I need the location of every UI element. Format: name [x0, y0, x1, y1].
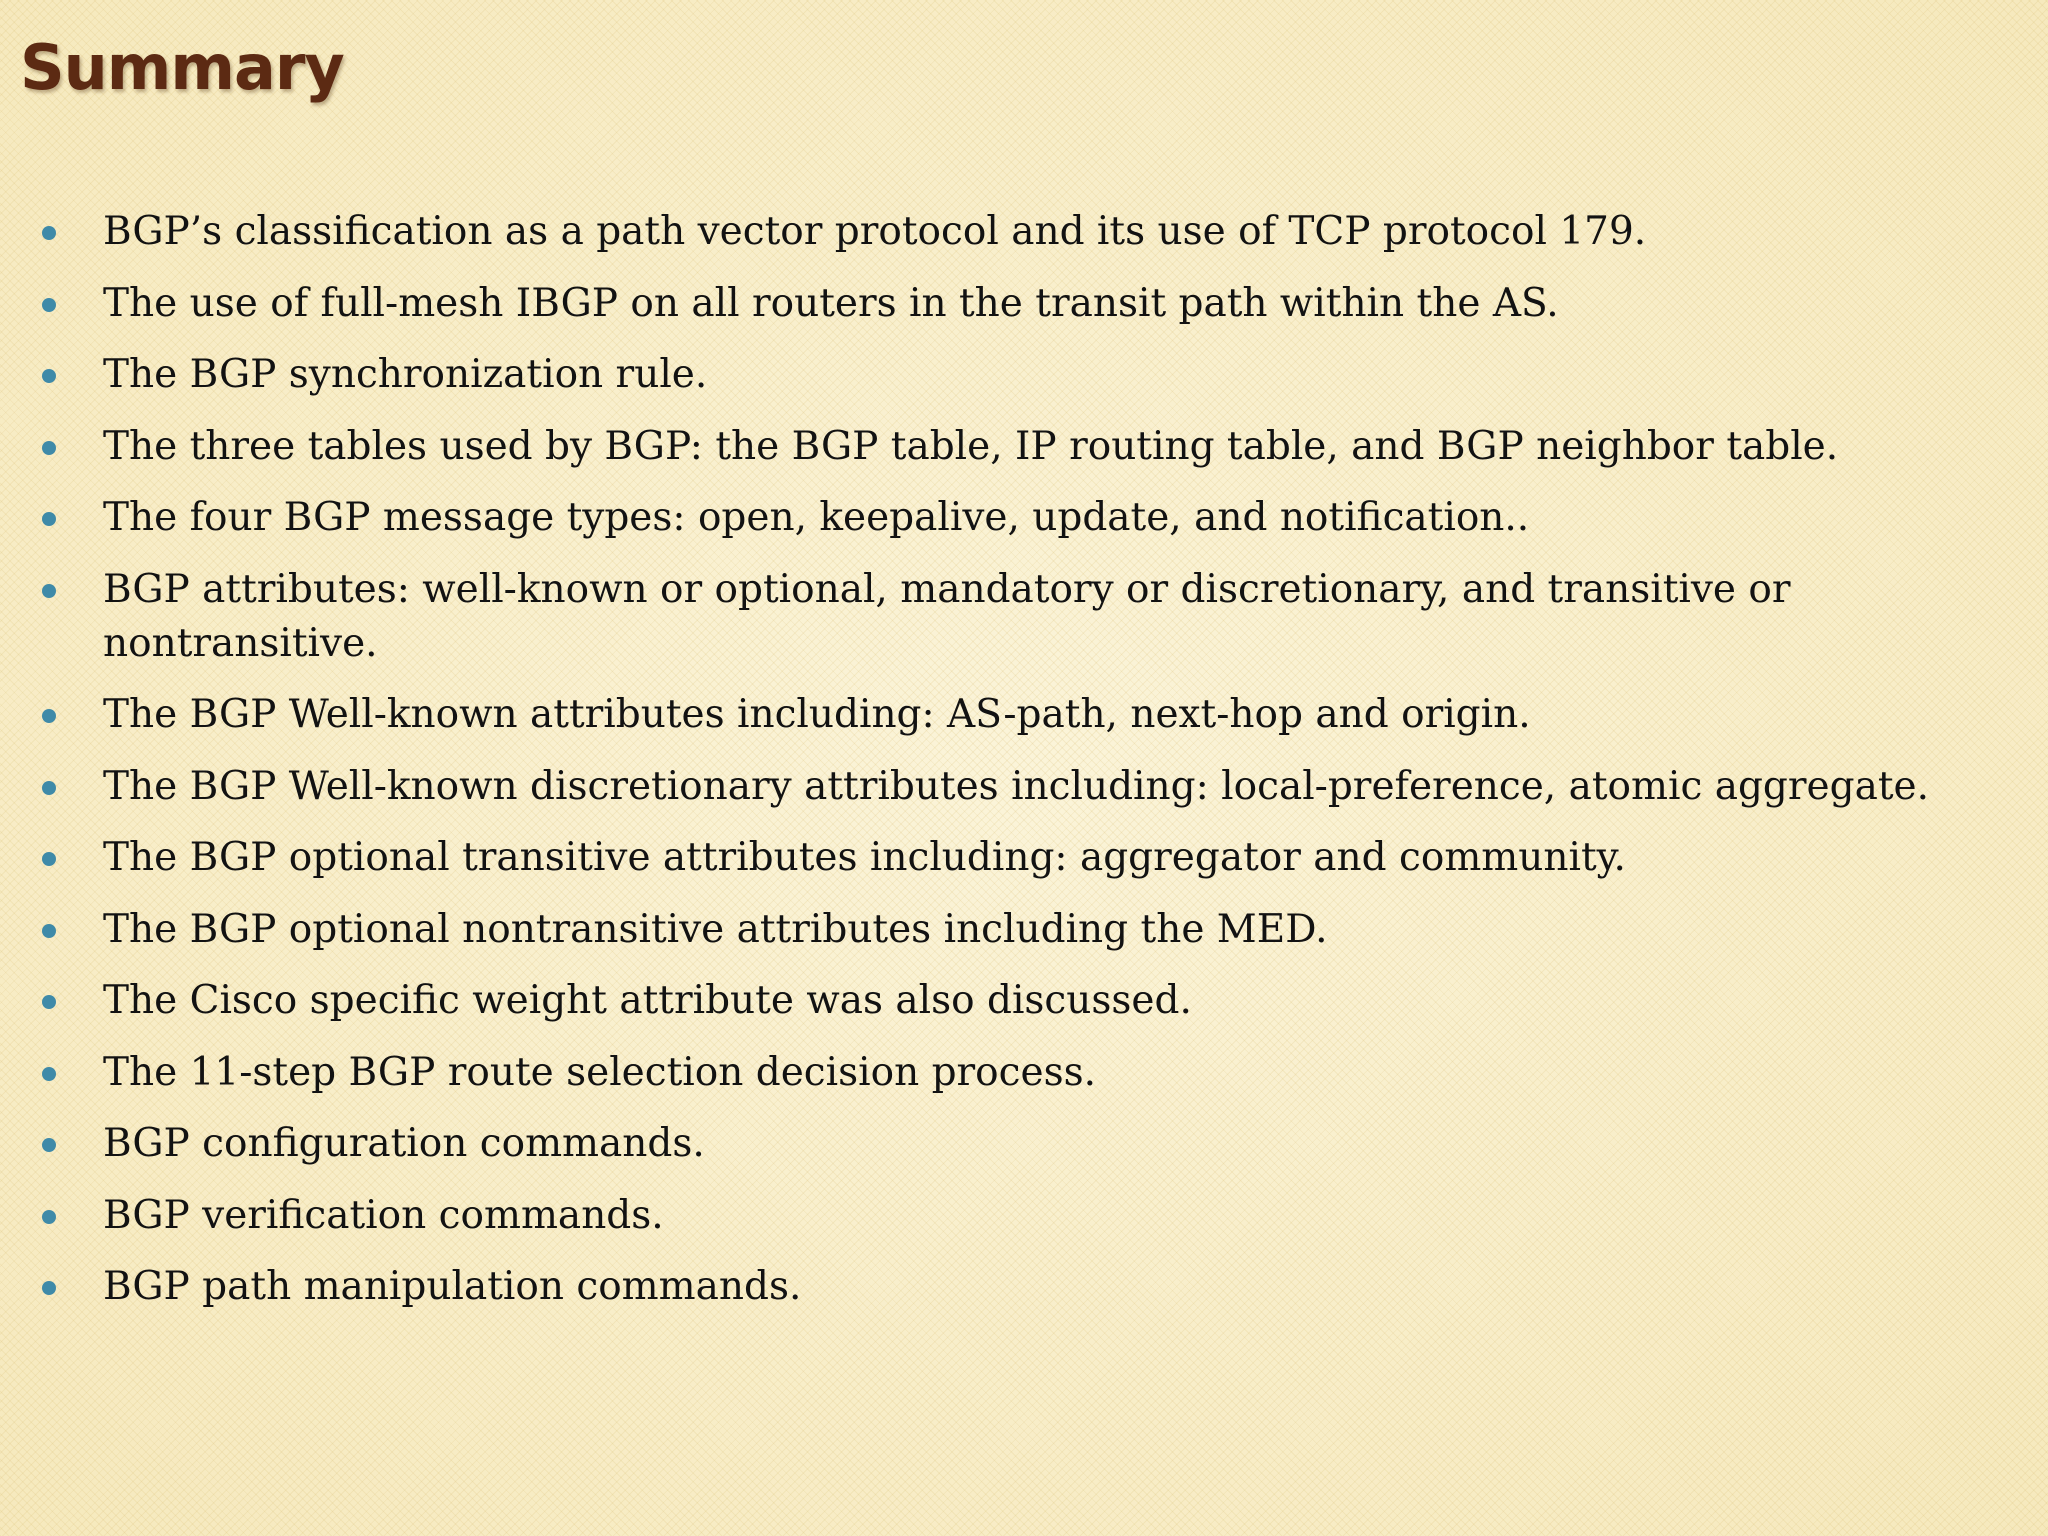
bullet-item — [0, 205, 2000, 259]
bullet-item — [0, 348, 2000, 402]
bullet-item — [0, 491, 2000, 545]
bullet-text: BGP verification commands. — [103, 1192, 664, 1238]
bullet-dot-icon — [42, 1281, 56, 1295]
bullet-dot-icon — [42, 1138, 56, 1152]
bullet-text: The three tables used by BGP: the BGP table, IP routing table, and BGP neighbor table. — [103, 423, 1839, 469]
bullet-text: The use of full-mesh IBGP on all routers in the transit path within the AS. — [103, 280, 1559, 326]
bullet-dot-icon — [42, 512, 56, 526]
bullet-text: The Cisco specific weight attribute was also discussed. — [103, 978, 1192, 1023]
bullet-text: BGP path manipulation commands. — [103, 1264, 802, 1309]
bullet-text: The 11-step BGP route selection decision process. — [103, 1049, 1097, 1095]
bullet-item — [0, 903, 2000, 957]
bullet-item — [0, 1117, 2000, 1171]
bullet-text: BGP configuration commands. — [103, 1121, 705, 1166]
bullet-dot-icon — [42, 709, 56, 723]
bullet-item — [0, 760, 2000, 814]
bullet-dot-icon — [42, 1067, 56, 1081]
bullet-dot-icon — [42, 369, 56, 383]
bullet-dot-icon — [42, 226, 56, 240]
bullet-item — [0, 974, 2000, 1028]
bullet-text: The BGP optional nontransitive attributes including the MED. — [103, 906, 1328, 952]
bullet-list — [0, 205, 2000, 1332]
bullet-text: The BGP synchronization rule. — [103, 352, 708, 397]
bullet-text: BGP attributes: well-known or optional, mandatory or discretionary, and transitive or nontransitive. — [103, 566, 1791, 666]
bullet-dot-icon — [42, 441, 56, 455]
bullet-dot-icon — [42, 781, 56, 795]
bullet-item — [0, 563, 2000, 671]
bullet-item — [0, 277, 2000, 331]
bullet-item — [0, 688, 2000, 742]
bullet-item — [0, 831, 2000, 885]
bullet-text: BGP’s classification as a path vector protocol and its use of TCP protocol 179. — [103, 209, 1647, 254]
bullet-item — [0, 1260, 2000, 1314]
bullet-item — [0, 1046, 2000, 1100]
bullet-item — [0, 1189, 2000, 1243]
bullet-text: The BGP optional transitive attributes including: aggregator and community. — [103, 835, 1626, 880]
bullet-item — [0, 420, 2000, 474]
bullet-dot-icon — [42, 852, 56, 866]
bullet-dot-icon — [42, 995, 56, 1009]
bullet-dot-icon — [42, 298, 56, 312]
bullet-text: The BGP Well-known discretionary attributes including: local-preference, atomic aggregate. — [103, 763, 1929, 809]
slide-title: Summary — [20, 31, 344, 104]
bullet-dot-icon — [42, 924, 56, 938]
bullet-text: The BGP Well-known attributes including: AS-path, next-hop and origin. — [103, 692, 1531, 737]
bullet-dot-icon — [42, 584, 56, 598]
bullet-text: The four BGP message types: open, keepalive, update, and notification.. — [103, 495, 1530, 540]
bullet-dot-icon — [42, 1210, 56, 1224]
